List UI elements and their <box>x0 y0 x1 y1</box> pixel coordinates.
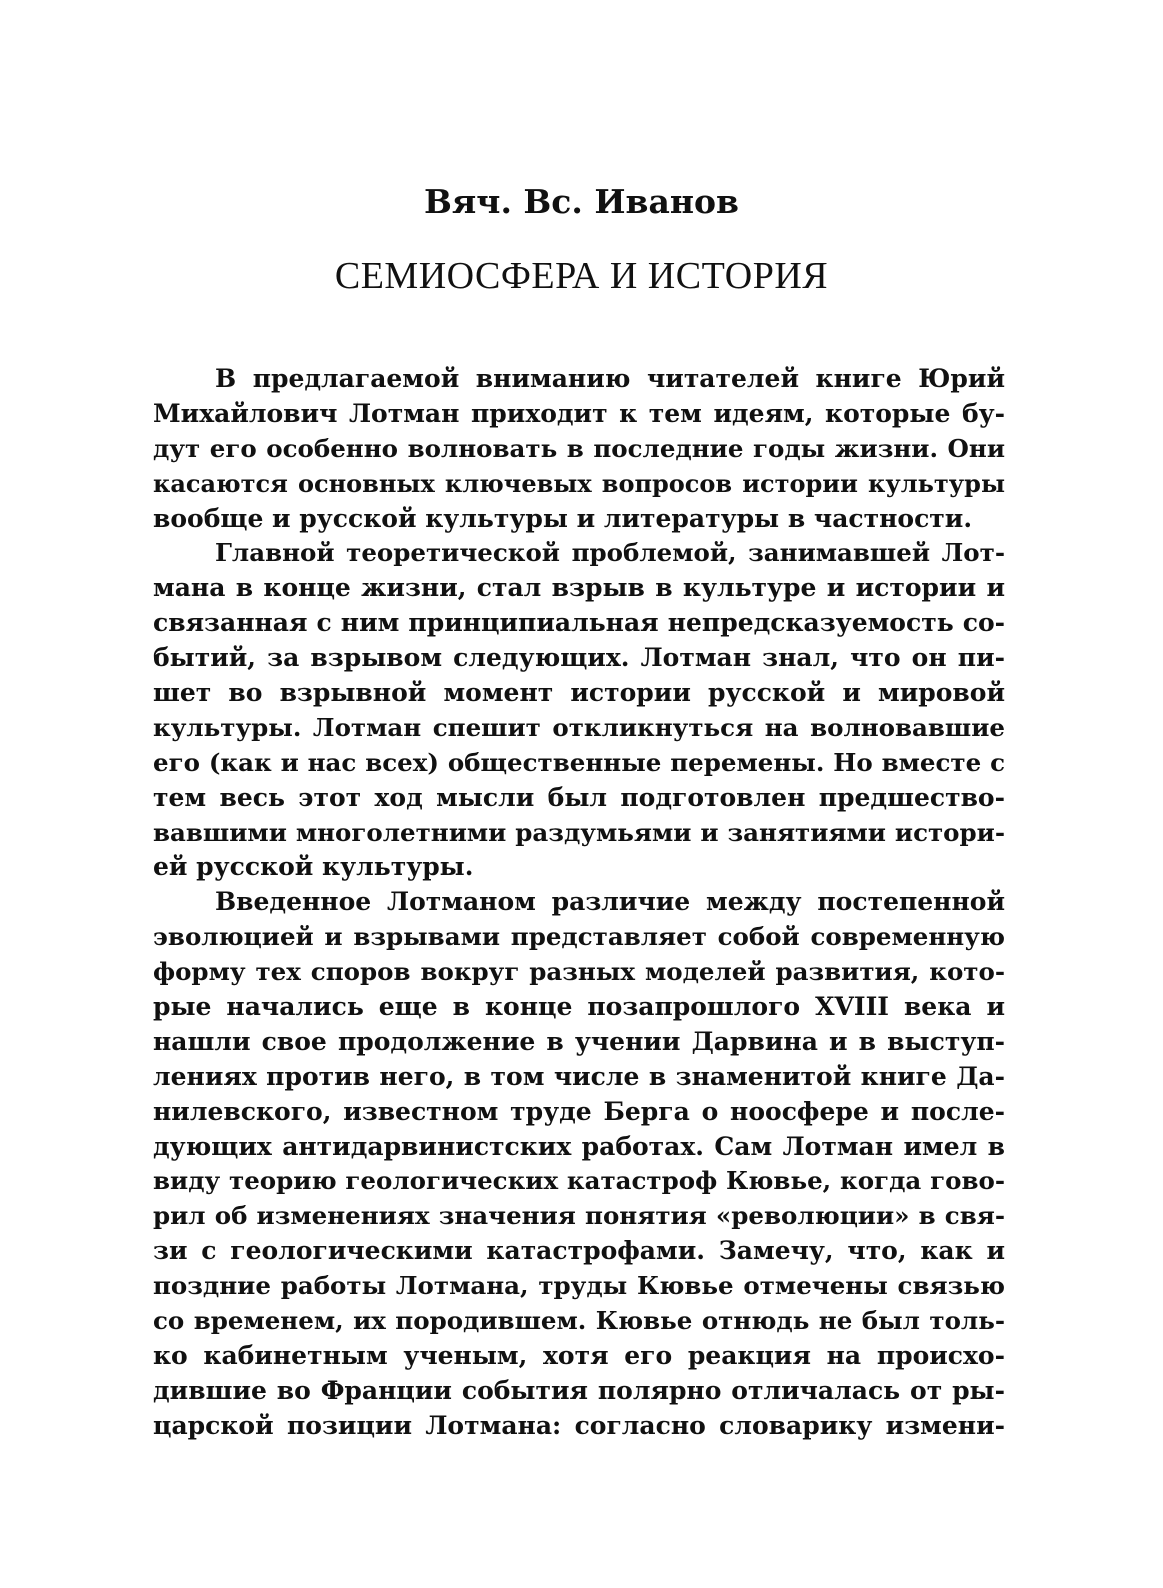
text-line: со временем, их породившем. Кювье отнюдь не был толь- <box>153 1306 1005 1336</box>
text-line: нашли свое продолжение в учении Дарвина и в выступ- <box>153 1026 1005 1056</box>
text-line: связанная с ним принципиальная непредсказуемость со- <box>153 608 1005 638</box>
text-line: вавшими многолетними раздумьями и занятиями истори- <box>153 817 1005 847</box>
text-line: рые начались еще в конце позапрошлого XVIII века и <box>153 992 1005 1022</box>
author-name: Вяч. Вс. Иванов <box>424 182 739 221</box>
text-line: Введенное Лотманом различие между постепенной <box>215 887 1005 917</box>
text-line: В предлагаемой вниманию читателей книге Юрий <box>215 364 1005 393</box>
article-title: СЕМИОСФЕРА И ИСТОРИЯ <box>334 255 829 297</box>
body-text <box>153 362 1005 1444</box>
text-line: тем весь этот ход мысли был подготовлен предшество- <box>153 782 1005 812</box>
text-line: Михайлович Лотман приходит к тем идеям, которые бу- <box>153 398 1005 428</box>
text-line: вообще и русской культуры и литературы в частности. <box>153 503 973 533</box>
text-line: шет во взрывной момент истории русской и мировой <box>153 678 1005 708</box>
text-line: нилевского, известном труде Берга о ноосфере и после- <box>153 1096 1005 1126</box>
text-line: его (как и нас всех) общественные перемены. Но вместе с <box>153 747 1005 777</box>
text-line: культуры. Лотман спешит откликнуться на волновавшие <box>153 712 1005 742</box>
text-line: рил об изменениях значения понятия «революции» в свя- <box>153 1201 1005 1231</box>
text-line: царской позиции Лотмана: согласно словарику измени- <box>153 1410 1005 1440</box>
text-line: ей русской культуры. <box>153 852 474 882</box>
text-line: касаются основных ключевых вопросов истории культуры <box>153 468 1005 498</box>
text-line: дующих антидарвинистских работах. Сам Лотман имел в <box>153 1131 1005 1161</box>
text-line: бытий, за взрывом следующих. Лотман знал, что он пи- <box>153 643 1005 673</box>
text-line: эволюцией и взрывами представляет собой современную <box>153 922 1005 952</box>
text-line: ко кабинетным ученым, хотя его реакция на происхо- <box>153 1340 1005 1370</box>
text-line: виду теорию геологических катастроф Кювье, когда гово- <box>153 1166 1005 1196</box>
text-line: поздние работы Лотмана, труды Кювье отмечены связью <box>153 1271 1005 1301</box>
text-line: зи с геологическими катастрофами. Замечу, что, как и <box>153 1236 1005 1266</box>
text-line: Главной теоретической проблемой, занимавшей Лот- <box>215 538 1005 568</box>
text-line: лениях против него, в том числе в знаменитой книге Да- <box>153 1061 1005 1091</box>
text-line: мана в конце жизни, стал взрыв в культуре и истории и <box>153 573 1005 603</box>
text-line: дут его особенно волновать в последние годы жизни. Они <box>153 433 1005 463</box>
text-line: форму тех споров вокруг разных моделей развития, кото- <box>153 957 1005 987</box>
text-line: дившие во Франции события полярно отличалась от ры- <box>153 1375 1005 1405</box>
